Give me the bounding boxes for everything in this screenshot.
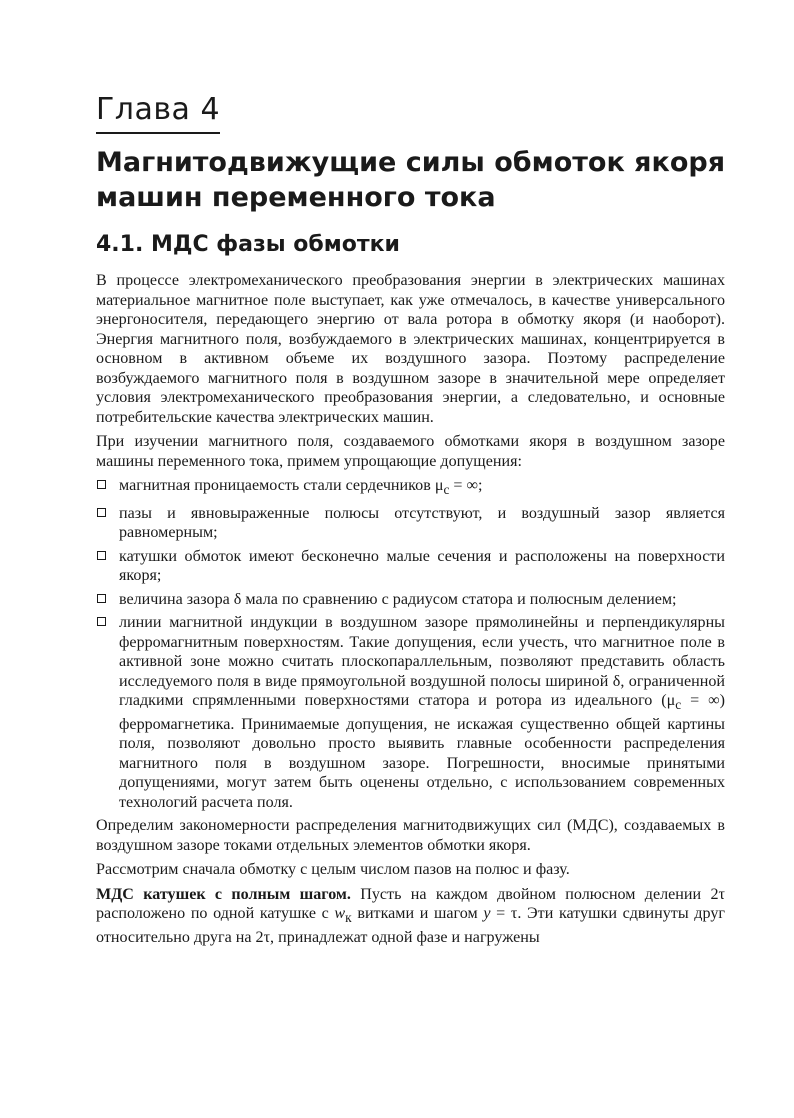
text-run: Пусть на каждом двойном полюсном делении 2τ расположено по одной катушке с (96, 885, 725, 923)
bullet-text: магнитная проницаемость стали сердечников μ (119, 477, 444, 494)
checkbox-bullet-icon (97, 594, 106, 603)
chapter-title-line2: машин переменного тока (96, 182, 496, 213)
list-item (96, 613, 725, 812)
list-item (96, 547, 725, 586)
symbol-y: y (483, 905, 491, 923)
symbol-w: w (334, 905, 346, 923)
subscript: к (345, 910, 352, 926)
chapter-label: Глава 4 (96, 92, 220, 134)
paragraph-mmf-definition: Определим закономерности распределения магнитодвижущих сил (МДС), создаваемых в воздушном зазоре токами отдельных элементов обмотки якоря. (96, 817, 725, 854)
list-item (96, 504, 725, 543)
bullet-text: катушки обмоток имеют бесконечно малые сечения и расположены на поверхности якоря; (119, 547, 725, 585)
bullet-text: = ∞) ферромагнетика. Принимаемые допущения, не искажая существенно общей картины поля, позволяют довольно просто выявить главные особенности распределения магнитного поля в воздушном зазоре. Погрешности, вносимые принятыми допущениями, могут затем быть оценены отдельно, с использованием современных технологий расчета поля. (119, 692, 725, 811)
bullet-text: величина зазора δ мала по сравнению с радиусом статора и полюсным делением; (119, 590, 677, 608)
paragraph-integer-slots: Рассмотрим сначала обмотку с целым числом пазов на полюс и фазу. (96, 861, 570, 879)
paragraph-full-pitch (96, 885, 725, 948)
checkbox-bullet-icon (97, 551, 106, 560)
section-title: 4.1. МДС фазы обмотки (96, 232, 400, 257)
checkbox-bullet-icon (97, 617, 106, 626)
subheading-full-pitch: МДС катушек с полным шагом. (96, 885, 351, 903)
list-item (96, 476, 725, 500)
list-item (96, 590, 725, 610)
chapter-title (96, 145, 736, 215)
paragraph-intro: В процессе электромеханического преобразования энергии в электрических машинах материальное магнитное поле выступает, как уже отмечалось, в качестве универсального энергоносителя, передающего энергию от вала ротора в обмотку якоря (и наоборот). Энергия магнитного поля, возбуждаемого в электрических машинах, концентрируется в основном в активном объеме их воздушного зазора. Поэтому распределение возбуждаемого магнитного поля в воздушном зазоре в значительной мере определяет условия электромеханического преобразования энергии, а следовательно, и основные потребительские качества электрических машин. (96, 272, 725, 426)
checkbox-bullet-icon (97, 508, 106, 517)
text-run: = τ. Эти катушки сдвинуты друг относительно друга на 2τ, принадлежат одной фазе и нагружены (96, 905, 725, 947)
checkbox-bullet-icon (97, 480, 106, 489)
assumptions-list (96, 476, 725, 812)
bullet-text: пазы и явновыраженные полюсы отсутствуют, и воздушный зазор является равномерным; (119, 504, 725, 542)
chapter-title-line1: Магнитодвижущие силы обмоток якоря (96, 147, 726, 178)
bullet-text: = ∞; (449, 477, 483, 494)
subscript: с (443, 482, 450, 498)
text-run: витками и шагом (351, 905, 484, 923)
bullet-text: линии магнитной индукции в воздушном зазоре прямолинейны и перпендикулярны ферромагнитным поверхностям. Такие допущения, если учесть, что магнитное поле в активной зоне можно считать плоскопараллельным, позволяют представить область исследуемого поля в виде прямоугольной воздушной полосы шириной δ, ограниченной гладкими спрямленными поверхностями статора и ротора из идеального (μ (119, 614, 725, 710)
body-text (96, 271, 725, 953)
subscript: с (675, 697, 682, 713)
paragraph-assumptions-lead: При изучении магнитного поля, создаваемого обмотками якоря в воздушном зазоре машины переменного тока, примем упрощающие допущения: (96, 433, 725, 470)
